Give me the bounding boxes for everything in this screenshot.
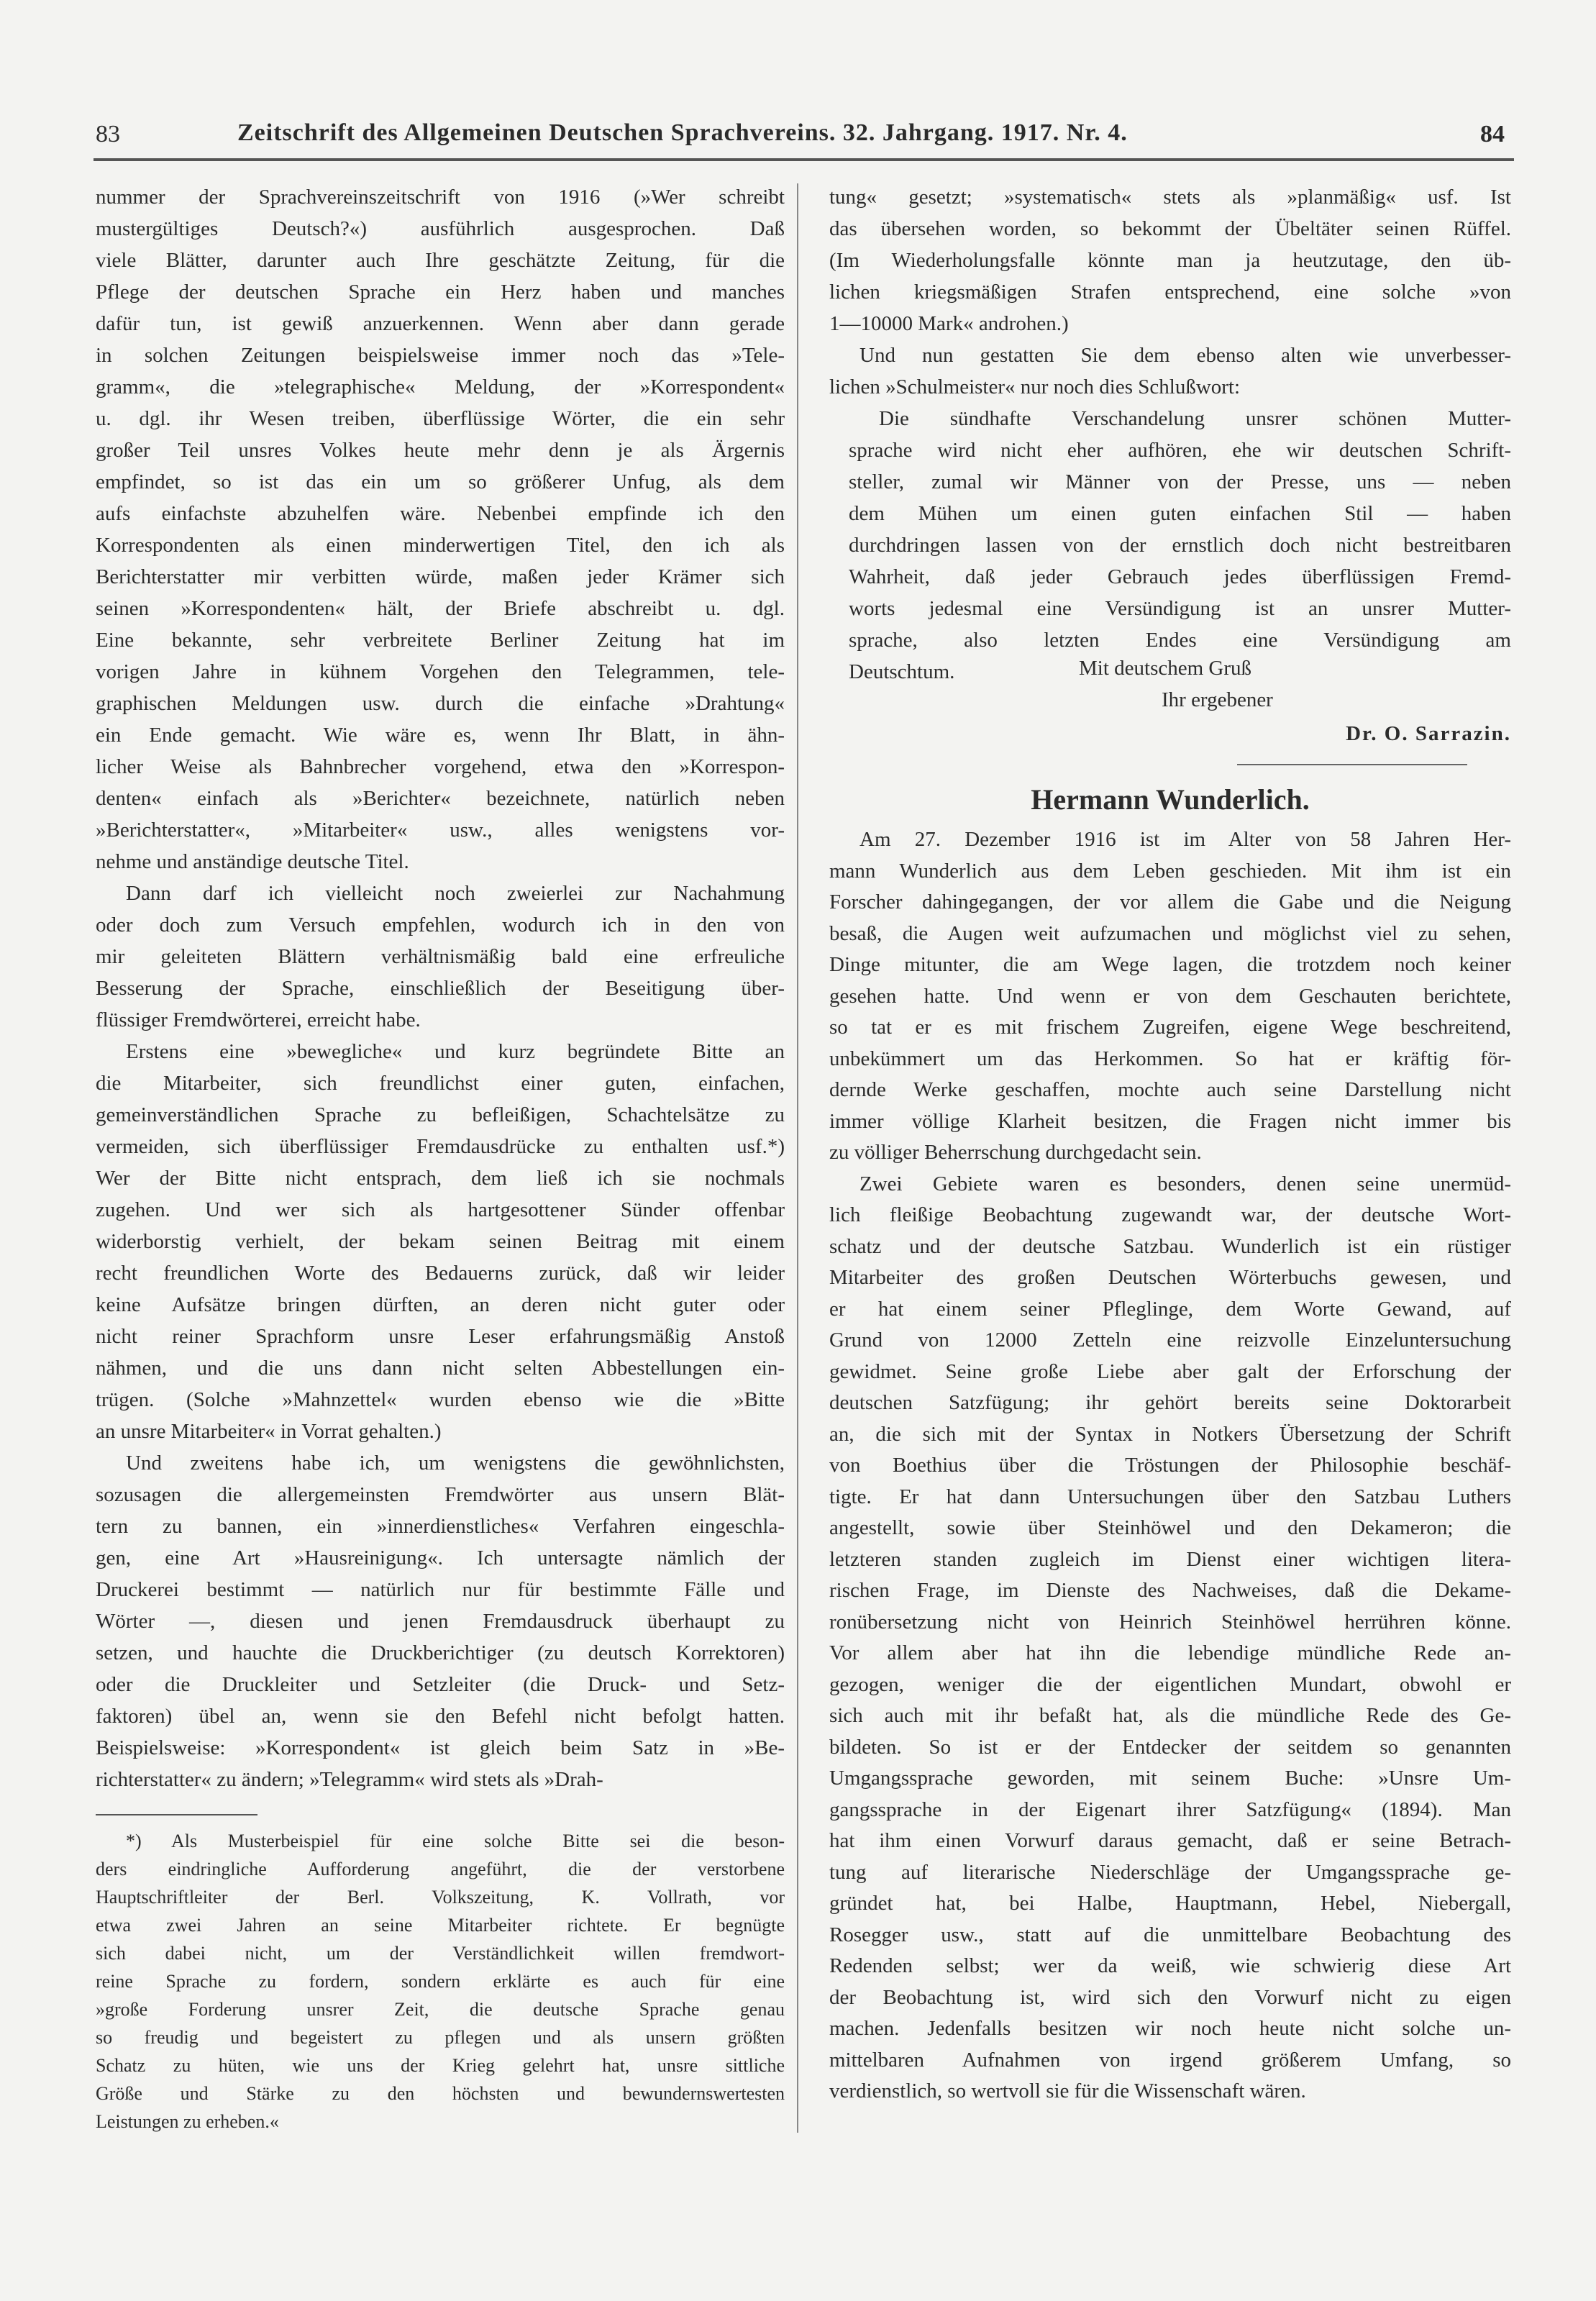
text-line: mir geleiteten Blättern verhältnismäßig bald eine erfreuliche [96, 945, 785, 968]
text-line: setzen, und hauchte die Druckberichtiger (zu deutsch Korrektoren) [96, 1641, 785, 1664]
text-line: etwa zwei Jahren an seine Mitarbeiter richtete. Er begnügte [96, 1915, 785, 1936]
text-line: Redenden selbst; wer da weiß, wie schwierig diese Art [829, 1954, 1511, 1977]
column-divider [797, 183, 798, 2133]
text-line: gewidmet. Seine große Liebe aber galt der Erforschung der [829, 1359, 1511, 1383]
text-line: sprache, also letzten Endes eine Versündigung am [849, 629, 1511, 652]
text-line: Umgangssprache geworden, mit seinem Buche: »Unsre Um- [829, 1767, 1511, 1790]
text-line: gemeinverständlichen Sprache zu befleißigen, Schachtelsätze zu [96, 1103, 785, 1126]
text-line: Deutschtum. [849, 660, 955, 683]
text-line: besaß, die Augen weit aufzumachen und möglichst viel zu sehen, [829, 921, 1511, 945]
text-line: u. dgl. ihr Wesen treiben, überflüssige Wörter, die ein sehr [96, 407, 785, 430]
text-line: Leistungen zu erheben.« [96, 2111, 279, 2132]
text-line: tung« gesetzt; »systematisch« stets als »planmäßig« usf. Ist [829, 186, 1511, 209]
text-line: Forscher dahingegangen, der vor allem die Gabe und die Neigung [829, 890, 1511, 913]
text-line: großer Teil unsres Volkes heute mehr denn je als Ärgernis [96, 439, 785, 462]
text-line: gezogen, weniger die der eigentlichen Mundart, obwohl er [829, 1672, 1511, 1696]
text-line: nicht reiner Sprachform unsre Leser erfahrungsmäßig Anstoß [96, 1325, 785, 1348]
text-line: der Beobachtung ist, wird sich den Vorwurf nicht zu eigen [829, 1985, 1511, 2009]
text-line: schatz und der deutsche Satzbau. Wunderlich ist ein rüstiger [829, 1234, 1511, 1258]
text-line: Wer der Bitte nicht entsprach, dem ließ ich sie nochmals [96, 1167, 785, 1190]
article-heading: Hermann Wunderlich. [1031, 783, 1310, 816]
text-line: ein Ende gemacht. Wie wäre es, wenn Ihr Blatt, in ähn- [96, 724, 785, 747]
text-line: lichen kriegsmäßigen Strafen entsprechend, eine solche »von [829, 281, 1511, 304]
text-line: dafür tun, ist gewiß anzuerkennen. Wenn aber dann gerade [96, 312, 785, 335]
text-line: richterstatter« zu ändern; »Telegramm« wird stets als »Drah- [96, 1768, 603, 1791]
text-line: Besserung der Sprache, einschließlich der Beseitigung über- [96, 977, 785, 1000]
text-line: rischen Frage, im Dienste des Nachweises, daß die Dekame- [829, 1579, 1511, 1602]
text-line: Größe und Stärke zu den höchsten und bewundernswertesten [96, 2083, 785, 2104]
text-line: so freudig und begeistert zu pflegen und als unsern größten [96, 2027, 785, 2048]
text-line: zugehen. Und wer sich als hartgesottener Sünder offenbar [96, 1198, 785, 1221]
text-line: ders eindringliche Aufforderung angeführt, die der verstorbene [96, 1859, 785, 1879]
text-line: tern zu bannen, ein »innerdienstliches« Verfahren eingeschla- [96, 1515, 785, 1538]
text-line: an, die sich mit der Syntax in Notkers Übersetzung der Schrift [829, 1422, 1511, 1446]
running-header: Zeitschrift des Allgemeinen Deutschen Sprachvereins. 32. Jahrgang. 1917. Nr. 4. [237, 119, 1128, 146]
text-line: Pflege der deutschen Sprache ein Herz haben und manches [96, 281, 785, 304]
text-line: *) Als Musterbeispiel für eine solche Bitte sei die beson- [126, 1831, 785, 1851]
text-line: mustergültiges Deutsch?«) ausführlich ausgesprochen. Daß [96, 217, 785, 240]
text-line: bildeten. So ist er der Entdecker der seitdem so genannten [829, 1735, 1511, 1759]
text-line: nähmen, und die uns dann nicht selten Abbestellungen ein- [96, 1357, 785, 1380]
text-line: Am 27. Dezember 1916 ist im Alter von 58 Jahren Her- [859, 828, 1511, 851]
text-line: immer völlige Klarheit besitzen, die Fragen nicht immer bis [829, 1109, 1511, 1133]
text-line: (Im Wiederholungsfalle könnte man ja heutzutage, den üb- [829, 249, 1511, 272]
text-line: Schatz zu hüten, wie uns der Krieg gelehrt hat, unsre sittliche [96, 2055, 785, 2076]
text-line: das übersehen worden, so bekommt der Übeltäter seinen Rüffel. [829, 217, 1511, 240]
text-line: oder doch zum Versuch empfehlen, wodurch ich in den von [96, 913, 785, 937]
text-line: vorigen Jahre in kühnem Vorgehen den Telegrammen, tele- [96, 660, 785, 683]
text-line: flüssiger Fremdwörterei, erreicht habe. [96, 1008, 421, 1031]
text-line: Mitarbeiter des großen Deutschen Wörterbuchs gewesen, und [829, 1266, 1511, 1289]
page-number-right: 84 [1480, 121, 1505, 147]
text-line: Dann darf ich vielleicht noch zweierlei zur Nachahmung [126, 882, 785, 905]
page-number-left: 83 [96, 121, 120, 147]
text-line: recht freundlichen Worte des Bedauerns zurück, daß wir leider [96, 1262, 785, 1285]
left-column-text [96, 181, 785, 1795]
text-line: tigte. Er hat dann Untersuchungen über den Satzbau Luthers [829, 1485, 1511, 1508]
text-line: machen. Jedenfalls besitzen wir noch heute nicht solche un- [829, 2017, 1511, 2040]
text-line: sich auch mit ihr befaßt hat, als die mündliche Rede des Ge- [829, 1704, 1511, 1727]
text-line: tung auf literarische Niederschläge der Umgangssprache ge- [829, 1860, 1511, 1884]
text-line: Vor allem aber hat ihn die lebendige mündliche Rede an- [829, 1641, 1511, 1664]
text-line: trügen. (Solche »Mahnzettel« wurden ebenso wie die »Bitte [96, 1388, 785, 1411]
letter-text [829, 181, 1511, 403]
text-line: aufs einfachste abzuhelfen wäre. Nebenbei empfinde ich den [96, 502, 785, 525]
text-line: Erstens eine »bewegliche« und kurz begründete Bitte an [126, 1040, 785, 1063]
text-line: lichen »Schulmeister« nur noch dies Schlußwort: [829, 375, 1241, 398]
text-line: Hauptschriftleiter der Berl. Volkszeitung, K. Vollrath, vor [96, 1887, 785, 1908]
text-line: verdienstlich, so wertvoll sie für die Wissenschaft wären. [829, 2079, 1306, 2102]
text-line: empfindet, so ist das ein um so größerer Unfug, als dem [96, 470, 785, 493]
text-line: widerborstig verhielt, der bekam seinen Beitrag mit einem [96, 1230, 785, 1253]
text-line: »große Forderung unsrer Zeit, die deutsche Sprache genau [96, 1999, 785, 2020]
text-line: so tat er es mit frischem Zugreifen, eigene Wege beschreitend, [829, 1016, 1511, 1039]
text-line: sich dabei nicht, um der Verständlichkeit willen fremdwort- [96, 1943, 785, 1964]
text-line: Und nun gestatten Sie dem ebenso alten wie unverbesser- [859, 344, 1511, 367]
text-line: mann Wunderlich aus dem Leben geschieden. Mit ihm ist ein [829, 859, 1511, 883]
text-line: angestellt, sowie über Steinhöwel und den Dekameron; die [829, 1516, 1511, 1539]
text-line: Eine bekannte, sehr verbreitete Berliner Zeitung hat im [96, 629, 785, 652]
section-rule [1237, 764, 1467, 765]
text-line: gramm«, die »telegraphische« Meldung, der »Korrespondent« [96, 375, 785, 398]
text-line: mittelbaren Aufnahmen von irgend größerem Umfang, so [829, 2048, 1511, 2072]
article-text [829, 824, 1511, 2108]
text-line: Dinge mitunter, die am Wege lagen, die trotzdem noch keiner [829, 953, 1511, 976]
letter-sign-line: Ihr ergebener [1162, 688, 1273, 711]
text-line: Grund von 12000 Zetteln eine reizvolle Einzeluntersuchung [829, 1329, 1511, 1352]
text-line: Und zweitens habe ich, um wenigstens die gewöhnlichsten, [126, 1452, 785, 1475]
letter-quote [849, 403, 1511, 688]
text-line: Rosegger usw., statt auf die unmittelbare Beobachtung des [829, 1923, 1511, 1946]
text-line: gen, eine Art »Hausreinigung«. Ich untersagte nämlich der [96, 1546, 785, 1569]
text-line: dem Mühen um einen guten einfachen Stil — haben [849, 502, 1511, 525]
text-line: zu völliger Beherrschung durchgedacht sein. [829, 1141, 1202, 1164]
text-line: sprache wird nicht eher aufhören, ehe wir deutschen Schrift- [849, 439, 1511, 462]
text-line: steller, zumal wir Männer von der Presse, uns — neben [849, 470, 1511, 493]
text-line: von Boethius über die Tröstungen der Philosophie beschäf- [829, 1454, 1511, 1477]
text-line: reine Sprache zu fordern, sondern erklärte es auch für eine [96, 1971, 785, 1992]
text-line: er hat einem seiner Pfleglinge, dem Worte Gewand, auf [829, 1297, 1511, 1321]
text-line: Die sündhafte Verschandelung unsrer schönen Mutter- [879, 407, 1511, 430]
text-line: ronübersetzung nicht von Heinrich Steinhöwel herrühren könne. [829, 1610, 1511, 1634]
text-line: Korrespondenten als einen minderwertigen Titel, den ich als [96, 534, 785, 557]
footnote [96, 1827, 785, 2136]
text-line: letzteren standen zugleich im Dienst einer wichtigen litera- [829, 1547, 1511, 1571]
text-line: unbekümmert um das Herkommen. So hat er kräftig för- [829, 1047, 1511, 1070]
text-line: Zwei Gebiete waren es besonders, denen seine unermüd- [859, 1172, 1511, 1195]
text-line: worts jedesmal eine Versündigung ist an unsrer Mutter- [849, 597, 1511, 620]
text-line: viele Blätter, darunter auch Ihre geschätzte Zeitung, für die [96, 249, 785, 272]
text-line: dernde Werke geschaffen, mochte auch seine Darstellung nicht [829, 1078, 1511, 1101]
letter-greeting: Mit deutschem Gruß [1079, 657, 1252, 680]
text-line: in solchen Zeitungen beispielsweise immer noch das »Tele- [96, 344, 785, 367]
text-line: sozusagen die allergemeinsten Fremdwörter aus unsern Blät- [96, 1483, 785, 1506]
text-line: vermeiden, sich überflüssiger Fremdausdrücke zu enthalten usf.*) [96, 1135, 785, 1158]
text-line: denten« einfach als »Berichter« bezeichnete, natürlich neben [96, 787, 785, 810]
text-line: lich fleißige Beobachtung zugewandt war, der deutsche Wort- [829, 1203, 1511, 1226]
text-line: licher Weise als Bahnbrecher vorgehend, etwa den »Korrespon- [96, 755, 785, 778]
text-line: gangssprache in der Eigenart ihrer Satzfügung« (1894). Man [829, 1797, 1511, 1821]
text-line: gesehen hatte. Und wenn er von dem Geschauten berichtete, [829, 984, 1511, 1008]
text-line: Druckerei bestimmt — natürlich nur für bestimmte Fälle und [96, 1578, 785, 1601]
text-line: deutschen Satzfügung; ihr gehört bereits seine Doktorarbeit [829, 1391, 1511, 1414]
footnote-rule [96, 1814, 257, 1815]
text-line: gründet hat, bei Halbe, Hauptmann, Hebel, Niebergall, [829, 1892, 1511, 1915]
text-line: nummer der Sprachvereinszeitschrift von 1916 (»Wer schreibt [96, 186, 785, 209]
text-line: graphischen Meldungen usw. durch die einfache »Drahtung« [96, 692, 785, 715]
text-line: an unsre Mitarbeiter« in Vorrat gehalten.) [96, 1420, 442, 1443]
text-line: faktoren) übel an, wenn sie den Befehl nicht befolgt hatten. [96, 1705, 785, 1728]
text-line: keine Aufsätze bringen dürften, an deren nicht guter oder [96, 1293, 785, 1316]
text-line: die Mitarbeiter, sich freundlichst einer guten, einfachen, [96, 1072, 785, 1095]
text-line: Beispielsweise: »Korrespondent« ist gleich beim Satz in »Be- [96, 1736, 785, 1759]
text-line: Wörter —, diesen und jenen Fremdausdruck überhaupt zu [96, 1610, 785, 1633]
text-line: durchdringen lassen von der ernstlich doch nicht bestreitbaren [849, 534, 1511, 557]
text-line: oder die Druckleiter und Setzleiter (die Druck- und Setz- [96, 1673, 785, 1696]
header-rule [94, 158, 1514, 161]
text-line: nehme und anständige deutsche Titel. [96, 850, 409, 873]
text-line: Wahrheit, daß jeder Gebrauch jedes überflüssigen Fremd- [849, 565, 1511, 588]
letter-signature: Dr. O. Sarrazin. [1346, 722, 1511, 745]
text-line: Berichterstatter mir verbitten würde, maßen jeder Krämer sich [96, 565, 785, 588]
text-line: seinen »Korrespondenten« hält, der Briefe abschreibt u. dgl. [96, 597, 785, 620]
text-line: hat ihm einen Vorwurf daraus gemacht, daß er seine Betrach- [829, 1829, 1511, 1852]
text-line: »Berichterstatter«, »Mitarbeiter« usw., alles wenigstens vor- [96, 819, 785, 842]
text-line: 1—10000 Mark« androhen.) [829, 312, 1069, 335]
